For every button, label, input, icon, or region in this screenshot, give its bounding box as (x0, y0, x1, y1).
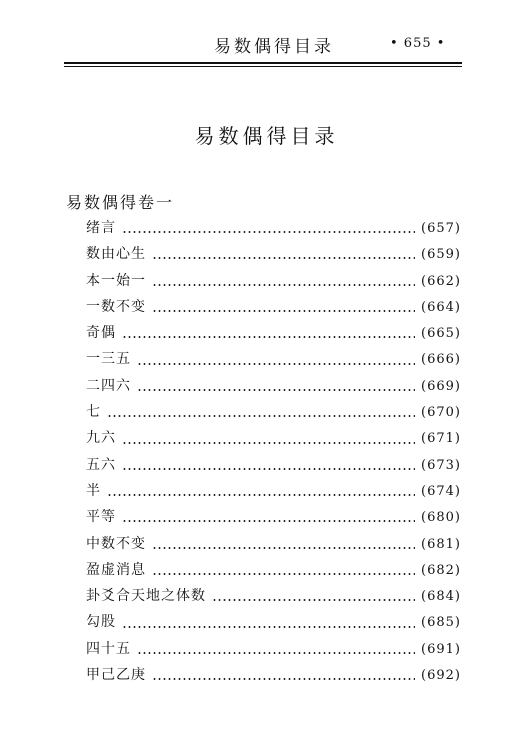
toc-entry (86, 348, 461, 374)
toc-entry-title: 绪言 (86, 220, 116, 236)
dot-leader (137, 363, 415, 365)
toc-entry (86, 217, 461, 243)
running-title: 易数偶得目录 (214, 37, 334, 57)
toc-entry-page: (662) (421, 273, 461, 289)
toc-entry-page: (682) (421, 562, 461, 578)
running-header (0, 0, 525, 66)
dot-leader (122, 468, 415, 470)
dot-leader (122, 442, 415, 444)
toc-entry-page: (685) (421, 615, 461, 631)
toc-entry-title: 勾股 (86, 614, 116, 631)
dot-leader (152, 547, 415, 549)
toc-entry (86, 401, 461, 427)
toc-entry-page: (659) (421, 247, 461, 263)
toc-entry-page: (673) (421, 457, 461, 473)
volume-heading: 易数偶得卷一 (66, 193, 175, 212)
dot-leader (152, 284, 415, 286)
dot-leader (122, 626, 415, 628)
toc-entry-title: 九六 (86, 430, 116, 447)
dot-leader (107, 494, 415, 496)
toc-entry-page: (674) (421, 483, 461, 499)
toc-entry (86, 243, 461, 269)
dot-leader (137, 389, 415, 391)
toc-entry (86, 454, 461, 480)
toc-entry (86, 375, 461, 401)
toc-entry (86, 638, 461, 664)
dot-leader (122, 520, 415, 522)
toc-entry-page: (657) (421, 221, 461, 236)
dot-leader (107, 415, 415, 417)
toc-entry (86, 585, 461, 611)
toc-entry-page: (671) (421, 431, 461, 447)
toc-entry-title: 七 (86, 404, 101, 421)
toc-entry-title: 数由心生 (86, 246, 146, 263)
dot-leader (122, 231, 415, 233)
toc-entry (86, 427, 461, 453)
header-rule-thin (64, 66, 462, 67)
toc-entry (86, 480, 461, 506)
toc-entry-title: 平等 (86, 509, 116, 526)
toc-entry-page: (670) (421, 405, 461, 421)
toc-entry-page: (665) (421, 326, 461, 342)
toc-entry-page: (691) (421, 641, 461, 657)
toc-entry (86, 270, 461, 296)
toc-entry-title: 甲己乙庚 (86, 667, 146, 684)
header-rule-thick (64, 62, 462, 64)
toc-entry-title: 本一始一 (86, 272, 146, 289)
toc-entry (86, 664, 461, 690)
toc-entry-title: 卦爻合天地之体数 (86, 588, 206, 605)
toc-entry-title: 奇偶 (86, 325, 116, 342)
toc-entry-title: 一三五 (86, 351, 131, 368)
toc-entry-page: (664) (421, 299, 461, 315)
toc-entry-page: (680) (421, 510, 461, 526)
toc-entry (86, 611, 461, 637)
toc-entry-title: 中数不变 (86, 535, 146, 552)
toc-entry (86, 506, 461, 532)
toc-entry-title: 一数不变 (86, 298, 146, 315)
toc-entry-page: (692) (421, 668, 461, 684)
dot-leader (212, 599, 415, 601)
toc-entry-page: (666) (421, 352, 461, 368)
toc-entry-title: 二四六 (86, 377, 131, 394)
toc-entry (86, 296, 461, 322)
dot-leader (152, 573, 415, 575)
dot-leader (152, 310, 415, 312)
toc-entry-page: (669) (421, 378, 461, 394)
toc-list (86, 217, 461, 690)
page-number: • 655 • (390, 36, 446, 51)
toc-entry-page: (684) (421, 589, 461, 605)
toc-entry-title: 半 (86, 482, 101, 499)
dot-leader (152, 257, 415, 259)
toc-entry (86, 559, 461, 585)
dot-leader (122, 336, 415, 338)
dot-leader (152, 678, 415, 680)
toc-entry-title: 五六 (86, 456, 116, 473)
toc-entry-title: 四十五 (86, 640, 131, 657)
toc-entry (86, 322, 461, 348)
toc-entry-title: 盈虚消息 (86, 561, 146, 578)
dot-leader (137, 652, 415, 654)
page-title: 易数偶得目录 (194, 124, 339, 148)
toc-entry-page: (681) (421, 536, 461, 552)
toc-entry (86, 533, 461, 559)
